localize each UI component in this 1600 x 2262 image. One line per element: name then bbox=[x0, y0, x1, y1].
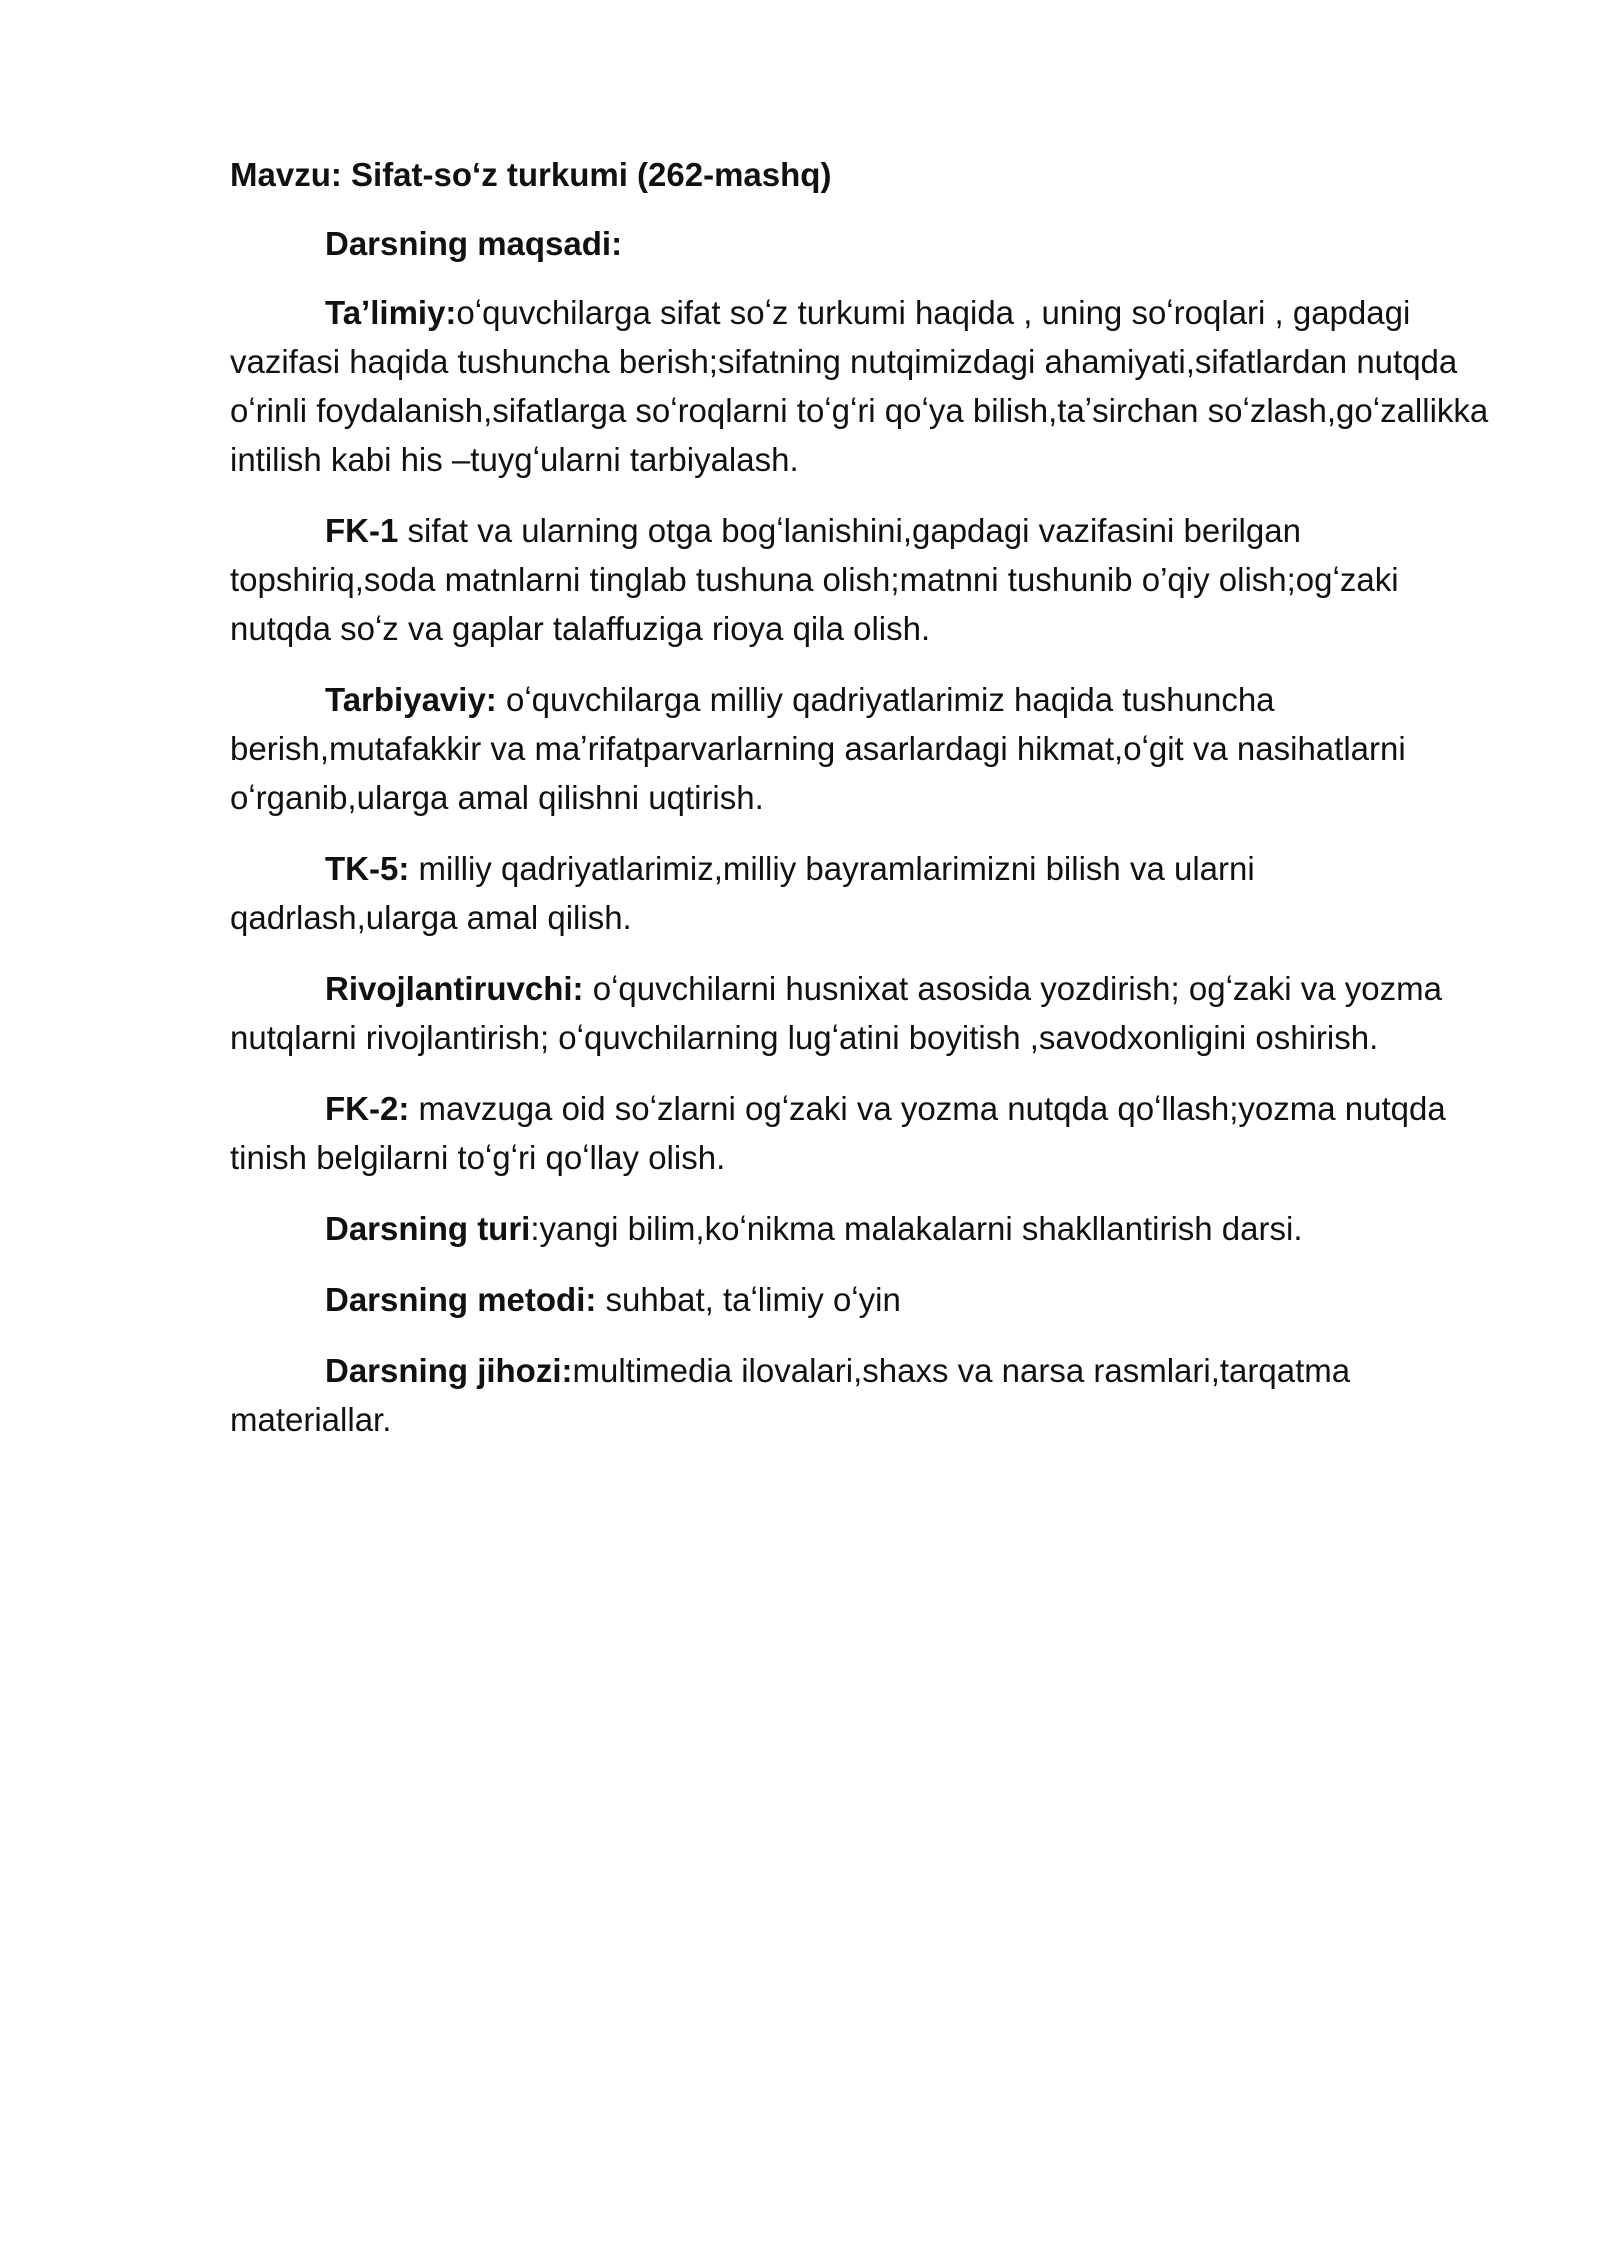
paragraph-tarbiyaviy bbox=[230, 675, 1490, 822]
paragraph-text: milliy qadriyatlarimiz,milliy bayramlarimizni bilish va ularni qadrlash,ularga amal qilish. bbox=[230, 850, 1255, 936]
paragraph-text: mavzuga oid soʻzlarni ogʻzaki va yozma nutqda qoʻllash;yozma nutqda tinish belgilarni toʻgʻri qoʻllay olish. bbox=[230, 1090, 1446, 1176]
paragraph-text: oʻquvchilarni husnixat asosida yozdirish; ogʻzaki va yozma nutqlarni rivojlantirish; oʻquvchilarning lugʻatini boyitish ,savodxonligini oshirish. bbox=[230, 970, 1442, 1056]
paragraph-talimiy bbox=[230, 288, 1490, 484]
paragraph-fk1 bbox=[230, 506, 1490, 653]
paragraph-darsning-turi bbox=[230, 1204, 1490, 1253]
paragraph-label: Tarbiyaviy: bbox=[325, 681, 497, 718]
paragraph-text: multimedia ilovalari,shaxs va narsa rasmlari,tarqatma materiallar. bbox=[230, 1352, 1351, 1438]
paragraph-text: sifat va ularning otga bogʻlanishini,gapdagi vazifasini berilgan topshiriq,soda matnlarni tinglab tushuna olish;matnni tushunib o’qiy olish;ogʻzaki nutqda soʻz va gaplar talaffuziga rioya qila olish. bbox=[230, 512, 1399, 647]
paragraph-label: Darsning jihozi: bbox=[325, 1352, 573, 1389]
paragraph-label: TK-5: bbox=[325, 850, 410, 887]
paragraph-label: Darsning turi bbox=[325, 1210, 531, 1247]
paragraph-fk2 bbox=[230, 1084, 1490, 1182]
paragraph-text: suhbat, taʻlimiy oʻyin bbox=[596, 1281, 901, 1318]
paragraph-label: FK-2: bbox=[325, 1090, 410, 1127]
paragraph-label: Rivojlantiruvchi: bbox=[325, 970, 584, 1007]
paragraph-label: FK-1 bbox=[325, 512, 399, 549]
paragraph-text: :yangi bilim,koʻnikma malakalarni shakllantirish darsi. bbox=[530, 1210, 1303, 1247]
paragraph-label: Taʼlimiy: bbox=[325, 294, 457, 331]
paragraph-darsning-jihozi bbox=[230, 1346, 1490, 1444]
paragraph-label: Darsning metodi: bbox=[325, 1281, 597, 1318]
section-heading: Darsning maqsadi: bbox=[325, 225, 623, 262]
document-page bbox=[230, 150, 1490, 1466]
document-title: Mavzu: Sifat-soʻz turkumi (262-mashq) bbox=[230, 156, 832, 193]
paragraph-rivojlantiruvchi bbox=[230, 964, 1490, 1062]
paragraph-darsning-metodi bbox=[230, 1275, 1490, 1324]
paragraph-text: oʻquvchilarga milliy qadriyatlarimiz haqida tushuncha berish,mutafakkir va maʼrifatparvarlarning asarlardagi hikmat,oʻgit va nasihatlarni oʻrganib,ularga amal qilishni uqtirish. bbox=[230, 681, 1406, 816]
paragraph-tk5 bbox=[230, 844, 1490, 942]
paragraph-text: oʻquvchilarga sifat soʻz turkumi haqida , uning soʻroqlari , gapdagi vazifasi haqida tushuncha berish;sifatning nutqimizdagi ahamiyati,sifatlardan nutqda oʻrinli foydalanish,sifatlarga soʻroqlarni toʻgʻri qoʻya bilish,taʼsirchan soʻzlash,goʻzallikka intilish kabi his –tuygʻularni tarbiyalash. bbox=[230, 294, 1489, 478]
